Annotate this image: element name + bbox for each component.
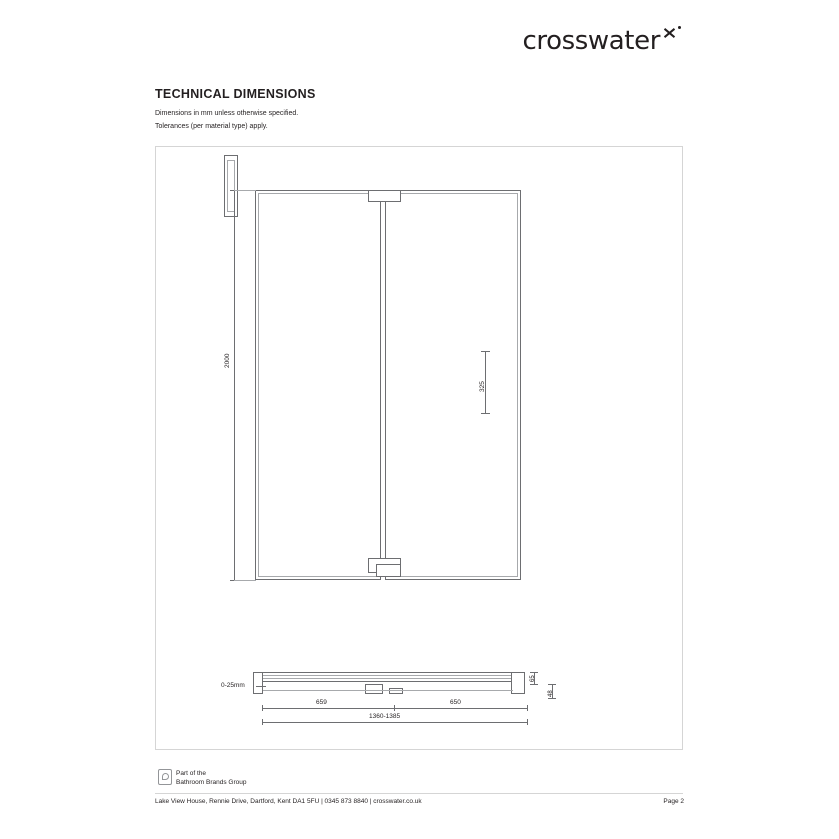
dimension-note-2: Tolerances (per material type) apply. — [155, 123, 268, 130]
page-number: Page 2 — [663, 798, 684, 805]
height-dimension-label: 2000 — [224, 353, 231, 368]
overall-tick-right — [527, 719, 528, 725]
plan-drawing — [253, 672, 525, 702]
plan-hinge-block-secondary — [389, 688, 403, 694]
plan-right-profile — [511, 672, 525, 694]
overall-dimension-label: 1360-1385 — [369, 713, 401, 720]
depth-top-tick-upper — [530, 672, 538, 673]
handle-dimension-label: 325 — [479, 381, 486, 392]
overall-tick-left — [262, 719, 263, 725]
part-of-group-text — [176, 769, 246, 788]
segment-left-label: 659 — [316, 699, 327, 706]
depth-bottom-label: 48 — [548, 690, 554, 697]
height-dimension-line — [234, 190, 235, 580]
depth-bottom-tick-lower — [548, 698, 556, 699]
overall-dimension-line — [262, 722, 527, 723]
gap-callout-leader — [256, 686, 266, 687]
plan-glass-bar — [255, 675, 523, 679]
x-cross-icon — [662, 24, 684, 46]
plan-hinge-block — [365, 684, 383, 694]
handle-dimension-tick-bottom — [481, 413, 490, 414]
part-of-line-1: Part of the — [176, 770, 206, 777]
depth-top-tick-lower — [530, 684, 538, 685]
footer-address: Lake View House, Rennie Drive, Dartford, Kent DA1 5FU | 0345 873 8840 | crosswater.co.uk — [155, 798, 422, 805]
depth-bottom-tick-upper — [548, 684, 556, 685]
brand-name: crosswater — [522, 26, 660, 56]
bottom-hinge-block-secondary — [376, 564, 401, 577]
part-of-line-2: Bathroom Brands Group — [176, 779, 247, 787]
gap-callout-label: 0-25mm — [221, 682, 245, 689]
segment-tick-right — [527, 705, 528, 711]
dimension-note-1: Dimensions in mm unless otherwise specified. — [155, 110, 299, 117]
brand-logo — [523, 28, 685, 54]
handle-dimension-tick-top — [481, 351, 490, 352]
depth-top-label: 65 — [530, 675, 536, 682]
segment-right-label: 650 — [450, 699, 461, 706]
plan-centre-line — [263, 690, 513, 691]
height-extension-bottom — [234, 580, 256, 581]
height-extension-top — [234, 190, 256, 191]
segment-tick-mid — [394, 705, 395, 711]
page-title: TECHNICAL DIMENSIONS — [155, 87, 316, 101]
plan-left-profile — [253, 672, 263, 694]
bathroom-brands-icon — [158, 769, 172, 785]
top-hinge-block — [368, 190, 401, 202]
door-divider — [380, 190, 386, 580]
footer-divider — [155, 793, 683, 794]
segment-tick-left — [262, 705, 263, 711]
